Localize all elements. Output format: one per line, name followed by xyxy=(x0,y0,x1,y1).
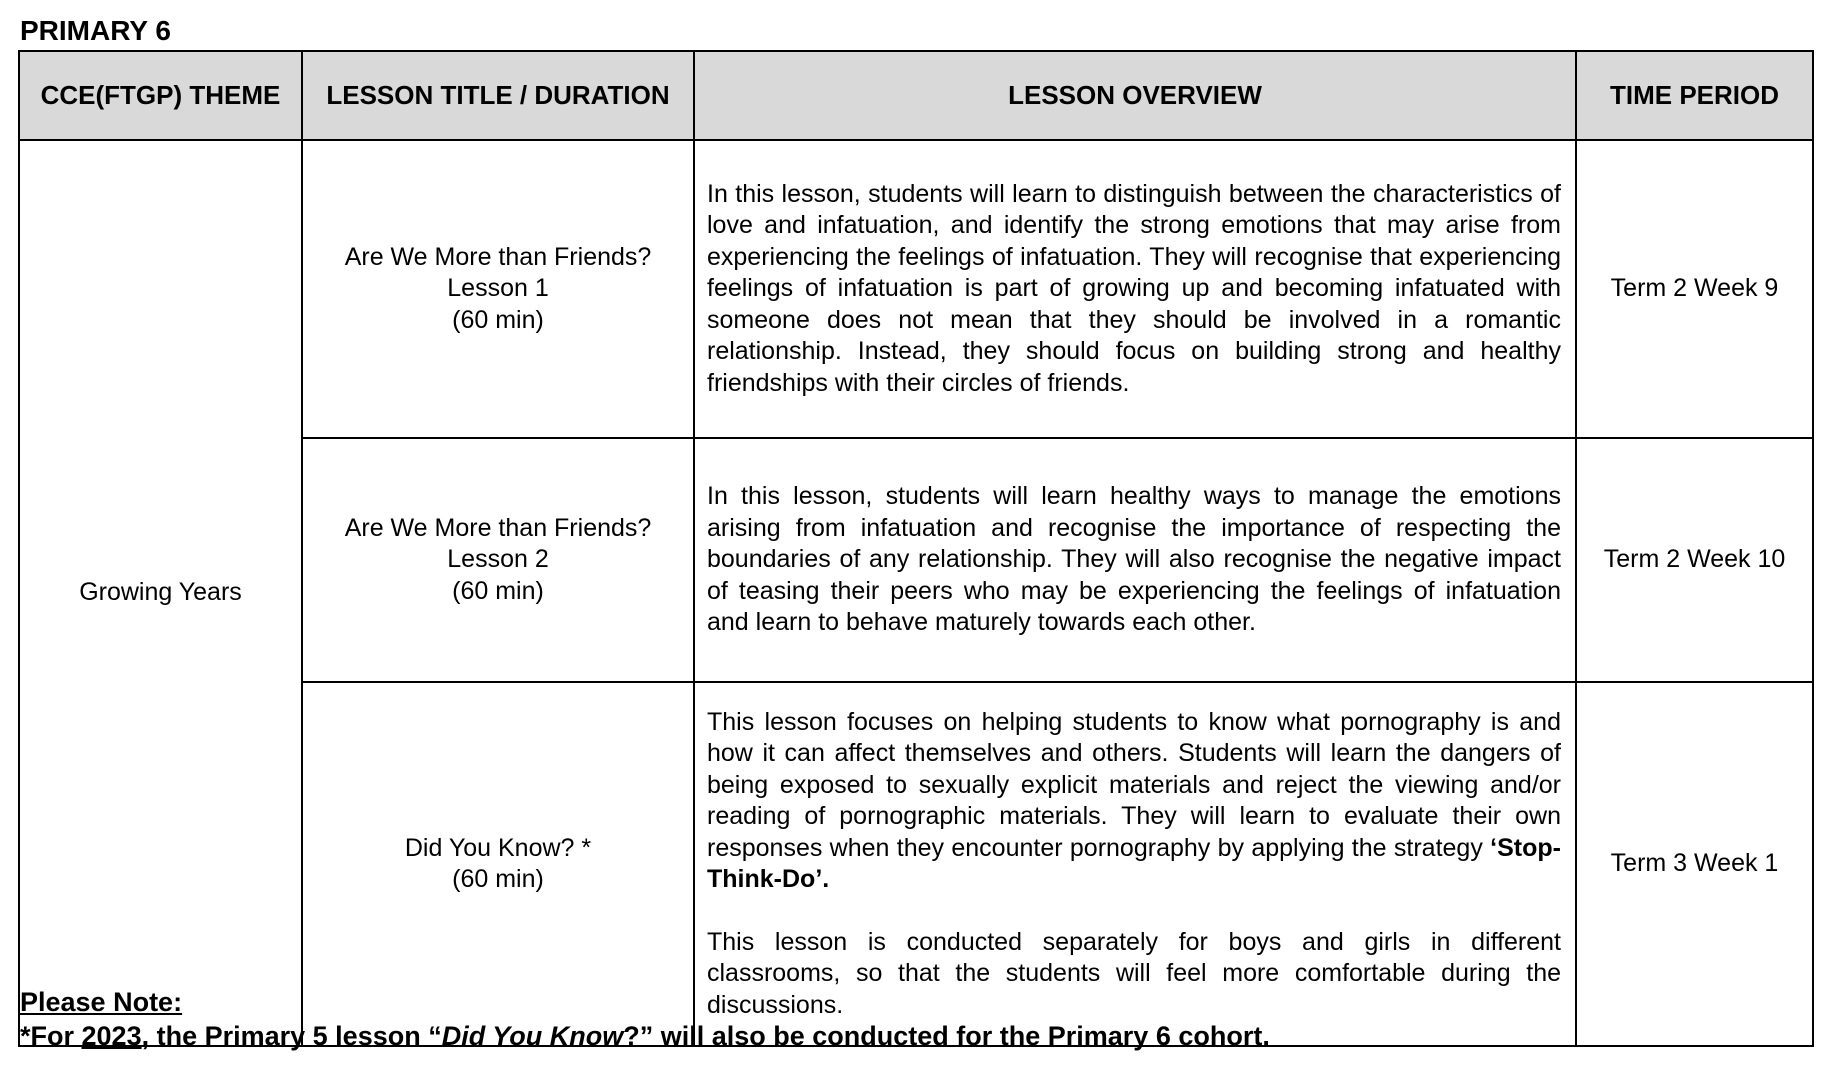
time-period-cell: Term 2 Week 10 xyxy=(1576,438,1813,682)
page-title: PRIMARY 6 xyxy=(20,15,171,46)
note-text xyxy=(20,1019,1270,1053)
header-theme: CCE(FTGP) THEME xyxy=(19,51,302,140)
lesson-duration: (60 min) xyxy=(452,576,544,605)
lesson-table xyxy=(18,50,1814,1047)
lesson-overview-cell xyxy=(694,140,1576,438)
lesson-overview-text xyxy=(707,707,1561,896)
note-suffix: ?” will also be conducted for the Primary 6 cohort. xyxy=(623,1021,1270,1051)
theme-cell: Growing Years xyxy=(19,140,302,1046)
note-lesson-name: Did You Know xyxy=(441,1021,624,1051)
header-lesson-title: LESSON TITLE / DURATION xyxy=(302,51,694,140)
table-row xyxy=(19,140,1813,438)
time-period-cell: Term 2 Week 9 xyxy=(1576,140,1813,438)
lesson-number: Lesson 2 xyxy=(447,545,549,574)
note-section xyxy=(20,985,1270,1053)
lesson-overview-text: In this lesson, students will learn to distinguish between the characteristics of love and infatuation, and identify the strong emotions that may arise from experiencing the feelings of infatuation. They will recognise that experiencing feelings of infatuation is part of growing up and becoming infatuated with someone does not mean that they should be involved in a romantic relationship. Instead, they should focus on building strong and healthy friendships with their circles of friends. xyxy=(707,179,1561,397)
lesson-duration: (60 min) xyxy=(452,865,544,893)
lesson-title-cell xyxy=(302,438,694,682)
lesson-title: Are We More than Friends? xyxy=(344,242,652,271)
header-overview: LESSON OVERVIEW xyxy=(694,51,1576,140)
lesson-title-cell xyxy=(302,140,694,438)
lesson-title: Are We More than Friends? xyxy=(344,513,652,542)
lesson-overview-text: In this lesson, students will learn healthy ways to manage the emotions arising from infatuation and recognise the importance of respecting the boundaries of any relationship. They will also recognise the negative impact of teasing their peers who may be experiencing the feelings of infatuation and learn to behave maturely towards each other. xyxy=(707,482,1561,637)
note-prefix: *For xyxy=(20,1021,82,1051)
header-time-period: TIME PERIOD xyxy=(1576,51,1813,140)
note-year: 2023 xyxy=(81,1021,142,1051)
time-period-cell: Term 3 Week 1 xyxy=(1576,682,1813,1046)
table-header-row xyxy=(19,51,1813,140)
lesson-overview-cell xyxy=(694,438,1576,682)
note-heading: Please Note: xyxy=(20,987,183,1017)
lesson-overview-text-main: This lesson focuses on helping students to know what pornography is and how it can affect themselves and others. Students will learn the dangers of being exposed to sexually explicit materials and reject the viewing and/or reading of pornographic materials. They will learn to evaluate their own responses when they encounter pornography by applying the strategy xyxy=(707,707,1561,862)
lesson-overview-note: This lesson is conducted separately for boys and girls in different classrooms, so that the students will feel more comfortable during the discussions. xyxy=(707,927,1561,1019)
strategy-name: ‘Stop-Think-Do’. xyxy=(707,833,1561,894)
lesson-number: Lesson 1 xyxy=(447,274,549,303)
lesson-title: Did You Know? * xyxy=(404,833,592,862)
lesson-duration: (60 min) xyxy=(452,305,544,334)
note-middle: , the Primary 5 lesson “ xyxy=(141,1021,442,1051)
